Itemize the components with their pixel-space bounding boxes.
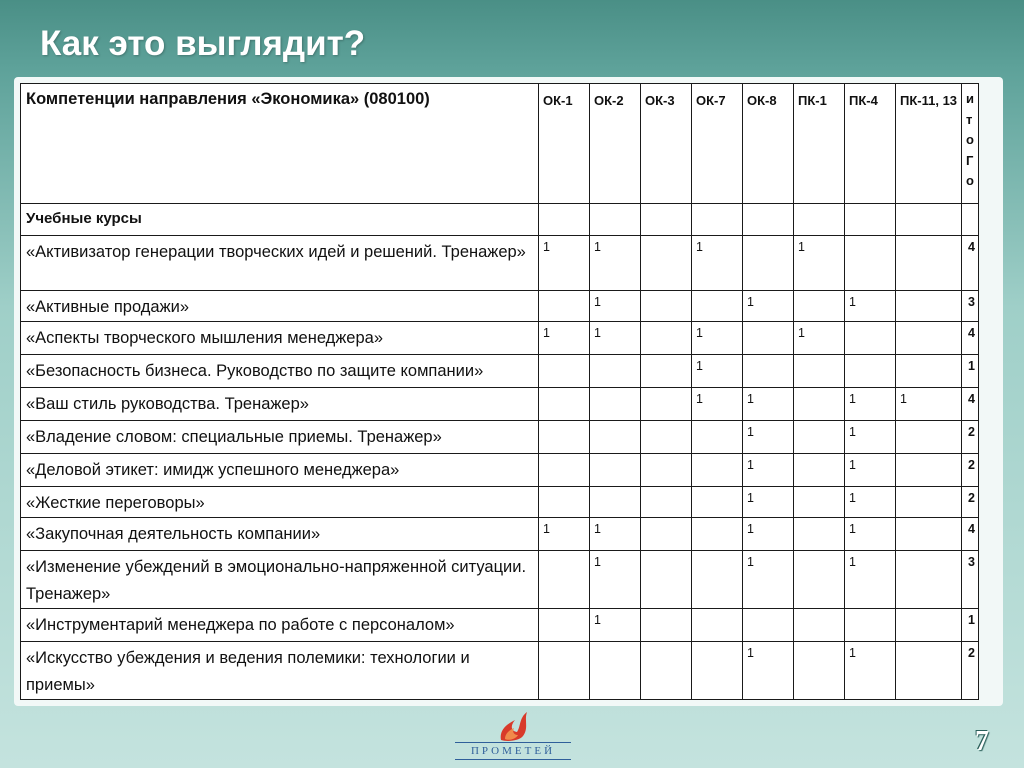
- empty-cell: [692, 204, 743, 236]
- mark-cell-ok8: 1: [743, 388, 794, 421]
- table-row: [21, 487, 979, 518]
- mark-cell-pk11-13: [896, 454, 962, 487]
- mark-cell-ok7: 1: [692, 236, 743, 291]
- column-header-ok2: ОК-2: [590, 84, 641, 204]
- mark-cell-ok2: [590, 454, 641, 487]
- empty-cell: [845, 204, 896, 236]
- mark-cell-pk4: 1: [845, 487, 896, 518]
- mark-cell-ok3: [641, 487, 692, 518]
- mark-cell-pk11-13: [896, 551, 962, 609]
- mark-cell-pk1: [794, 421, 845, 454]
- mark-cell-ok7: [692, 487, 743, 518]
- mark-cell-pk4: [845, 355, 896, 388]
- mark-cell-pk11-13: [896, 355, 962, 388]
- mark-cell-pk11-13: [896, 642, 962, 700]
- column-header-pk11-13: ПК-11, 13: [896, 84, 962, 204]
- mark-cell-ok2: [590, 388, 641, 421]
- course-name: «Деловой этикет: имидж успешного менеджера»: [21, 454, 539, 487]
- mark-cell-ok8: 1: [743, 454, 794, 487]
- mark-cell-ok3: [641, 518, 692, 551]
- total-cell: 4: [962, 322, 979, 355]
- course-name: «Закупочная деятельность компании»: [21, 518, 539, 551]
- mark-cell-pk4: 1: [845, 454, 896, 487]
- table-panel: [14, 77, 1003, 706]
- mark-cell-ok8: 1: [743, 421, 794, 454]
- mark-cell-pk4: [845, 322, 896, 355]
- mark-cell-pk4: [845, 609, 896, 642]
- prometey-logo: [455, 710, 571, 766]
- column-header-ok8: ОК-8: [743, 84, 794, 204]
- empty-cell: [590, 204, 641, 236]
- total-cell: 2: [962, 642, 979, 700]
- mark-cell-pk1: [794, 487, 845, 518]
- table-row: [21, 388, 979, 421]
- mark-cell-ok3: [641, 551, 692, 609]
- mark-cell-ok2: 1: [590, 551, 641, 609]
- mark-cell-ok3: [641, 642, 692, 700]
- mark-cell-ok8: 1: [743, 518, 794, 551]
- mark-cell-ok8: [743, 322, 794, 355]
- mark-cell-ok2: [590, 487, 641, 518]
- mark-cell-ok8: [743, 355, 794, 388]
- course-name: «Жесткие переговоры»: [21, 487, 539, 518]
- course-name: «Ваш стиль руководства. Тренажер»: [21, 388, 539, 421]
- mark-cell-ok7: [692, 609, 743, 642]
- mark-cell-ok3: [641, 609, 692, 642]
- mark-cell-pk1: 1: [794, 322, 845, 355]
- mark-cell-ok1: [539, 454, 590, 487]
- course-name: «Безопасность бизнеса. Руководство по защите компании»: [21, 355, 539, 388]
- mark-cell-ok1: [539, 487, 590, 518]
- mark-cell-ok8: 1: [743, 487, 794, 518]
- page-number: 7: [975, 726, 989, 757]
- table-row: [21, 609, 979, 642]
- course-name: «Искусство убеждения и ведения полемики: технологии и приемы»: [21, 642, 539, 700]
- table-row: [21, 236, 979, 291]
- mark-cell-ok3: [641, 291, 692, 322]
- column-header-ok3: ОК-3: [641, 84, 692, 204]
- mark-cell-ok2: 1: [590, 518, 641, 551]
- table-row: [21, 518, 979, 551]
- column-header-total: итоГо: [962, 84, 979, 204]
- mark-cell-pk4: 1: [845, 388, 896, 421]
- mark-cell-pk1: [794, 454, 845, 487]
- mark-cell-ok7: 1: [692, 355, 743, 388]
- section-label: Учебные курсы: [21, 204, 539, 236]
- mark-cell-ok1: [539, 551, 590, 609]
- total-cell: 1: [962, 355, 979, 388]
- total-cell: 4: [962, 236, 979, 291]
- mark-cell-ok2: [590, 421, 641, 454]
- mark-cell-ok1: 1: [539, 518, 590, 551]
- empty-cell: [743, 204, 794, 236]
- mark-cell-ok2: 1: [590, 291, 641, 322]
- table-row: [21, 355, 979, 388]
- total-cell: 2: [962, 421, 979, 454]
- mark-cell-ok7: [692, 454, 743, 487]
- mark-cell-pk1: [794, 388, 845, 421]
- slide-title: Как это выглядит?: [40, 24, 366, 63]
- mark-cell-ok3: [641, 421, 692, 454]
- total-cell: 1: [962, 609, 979, 642]
- mark-cell-ok1: [539, 355, 590, 388]
- logo-text: ПРОМЕТЕЙ: [455, 742, 571, 760]
- table-header-row: [21, 84, 979, 204]
- course-name: «Аспекты творческого мышления менеджера»: [21, 322, 539, 355]
- total-cell: 2: [962, 454, 979, 487]
- table-row: [21, 322, 979, 355]
- total-cell: 4: [962, 388, 979, 421]
- column-header-pk1: ПК-1: [794, 84, 845, 204]
- mark-cell-pk1: [794, 609, 845, 642]
- mark-cell-ok7: 1: [692, 388, 743, 421]
- table-header-title: Компетенции направления «Экономика» (080100): [21, 84, 539, 204]
- mark-cell-pk11-13: 1: [896, 388, 962, 421]
- mark-cell-pk11-13: [896, 518, 962, 551]
- mark-cell-pk1: [794, 355, 845, 388]
- mark-cell-ok1: 1: [539, 236, 590, 291]
- course-name: «Активные продажи»: [21, 291, 539, 322]
- mark-cell-pk4: 1: [845, 291, 896, 322]
- column-header-ok7: ОК-7: [692, 84, 743, 204]
- mark-cell-pk11-13: [896, 322, 962, 355]
- column-header-pk4: ПК-4: [845, 84, 896, 204]
- table-row: [21, 421, 979, 454]
- mark-cell-pk11-13: [896, 609, 962, 642]
- mark-cell-ok8: [743, 609, 794, 642]
- mark-cell-ok1: 1: [539, 322, 590, 355]
- table-row: [21, 454, 979, 487]
- flame-icon: [495, 710, 531, 742]
- mark-cell-ok7: [692, 642, 743, 700]
- mark-cell-ok2: [590, 355, 641, 388]
- total-cell: 3: [962, 291, 979, 322]
- total-cell: 3: [962, 551, 979, 609]
- mark-cell-ok7: [692, 518, 743, 551]
- mark-cell-ok3: [641, 454, 692, 487]
- mark-cell-ok1: [539, 421, 590, 454]
- mark-cell-pk4: 1: [845, 421, 896, 454]
- empty-cell: [794, 204, 845, 236]
- mark-cell-ok8: 1: [743, 291, 794, 322]
- table-row: [21, 642, 979, 700]
- mark-cell-pk4: 1: [845, 551, 896, 609]
- table-row: [21, 551, 979, 609]
- course-name: «Изменение убеждений в эмоционально-напряженной ситуации. Тренажер»: [21, 551, 539, 609]
- mark-cell-ok8: [743, 236, 794, 291]
- mark-cell-pk1: [794, 551, 845, 609]
- empty-cell: [539, 204, 590, 236]
- mark-cell-ok2: 1: [590, 236, 641, 291]
- mark-cell-pk1: [794, 518, 845, 551]
- mark-cell-pk4: 1: [845, 518, 896, 551]
- mark-cell-ok7: [692, 551, 743, 609]
- mark-cell-ok1: [539, 642, 590, 700]
- mark-cell-ok3: [641, 355, 692, 388]
- mark-cell-ok7: [692, 291, 743, 322]
- mark-cell-pk11-13: [896, 236, 962, 291]
- mark-cell-pk11-13: [896, 421, 962, 454]
- mark-cell-ok7: 1: [692, 322, 743, 355]
- mark-cell-pk11-13: [896, 291, 962, 322]
- mark-cell-ok1: [539, 291, 590, 322]
- course-name: «Инструментарий менеджера по работе с персоналом»: [21, 609, 539, 642]
- table-row: [21, 291, 979, 322]
- mark-cell-ok3: [641, 322, 692, 355]
- column-header-ok1: ОК-1: [539, 84, 590, 204]
- mark-cell-ok3: [641, 236, 692, 291]
- mark-cell-ok1: [539, 609, 590, 642]
- mark-cell-pk4: [845, 236, 896, 291]
- empty-cell: [896, 204, 962, 236]
- total-cell: 4: [962, 518, 979, 551]
- mark-cell-ok2: [590, 642, 641, 700]
- mark-cell-ok3: [641, 388, 692, 421]
- section-row: [21, 204, 979, 236]
- mark-cell-pk11-13: [896, 487, 962, 518]
- course-name: «Владение словом: специальные приемы. Тренажер»: [21, 421, 539, 454]
- course-name: «Активизатор генерации творческих идей и решений. Тренажер»: [21, 236, 539, 291]
- mark-cell-ok8: 1: [743, 551, 794, 609]
- mark-cell-pk4: 1: [845, 642, 896, 700]
- competency-table: [20, 83, 979, 700]
- mark-cell-ok2: 1: [590, 322, 641, 355]
- mark-cell-pk1: 1: [794, 236, 845, 291]
- mark-cell-ok1: [539, 388, 590, 421]
- mark-cell-ok2: 1: [590, 609, 641, 642]
- mark-cell-ok7: [692, 421, 743, 454]
- mark-cell-ok8: 1: [743, 642, 794, 700]
- empty-cell: [641, 204, 692, 236]
- total-cell: 2: [962, 487, 979, 518]
- mark-cell-pk1: [794, 291, 845, 322]
- mark-cell-pk1: [794, 642, 845, 700]
- empty-cell: [962, 204, 979, 236]
